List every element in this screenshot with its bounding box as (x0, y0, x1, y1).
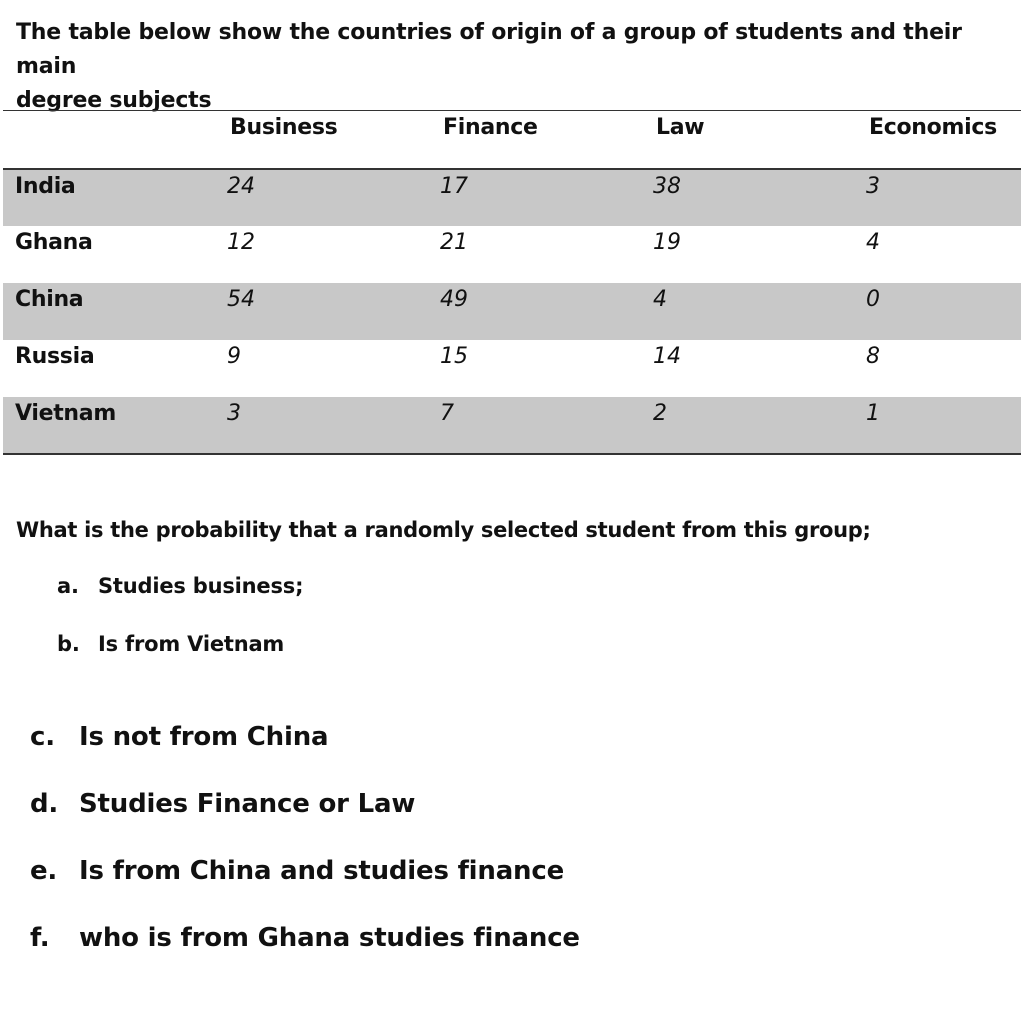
item-text: Studies Finance or Law (79, 789, 416, 819)
question-text: What is the probability that a randomly selected student from this group; (16, 518, 871, 542)
list-item (30, 784, 580, 851)
header-business: Business (230, 115, 338, 140)
row-label: India (15, 173, 76, 199)
table-cell: 38 (653, 173, 681, 199)
table-cell: 49 (440, 286, 468, 312)
list-item (30, 918, 580, 985)
table-header-row (3, 111, 1021, 169)
table-cell: 9 (227, 343, 241, 369)
table-row-ghana (3, 226, 1021, 283)
table-cell: 14 (653, 343, 681, 369)
question-parts-large (30, 717, 580, 985)
list-item (30, 717, 580, 784)
table-cell: 24 (227, 173, 255, 199)
row-label: Russia (15, 343, 95, 369)
table-cell: 2 (653, 400, 667, 426)
item-letter: e. (30, 856, 58, 886)
item-text: who is from Ghana studies finance (79, 923, 580, 953)
table-row-china (3, 283, 1021, 340)
intro-line-2: degree subjects (16, 88, 212, 113)
header-finance: Finance (443, 115, 538, 140)
list-item (30, 851, 580, 918)
row-label: Vietnam (15, 400, 116, 426)
question-parts-small (57, 569, 303, 685)
item-text: Is not from China (79, 722, 329, 752)
item-text: Is from China and studies finance (79, 856, 565, 886)
header-economics: Economics (869, 115, 997, 140)
table-cell: 3 (866, 173, 880, 199)
list-item (57, 627, 303, 685)
table-cell: 15 (440, 343, 468, 369)
table-row-india (3, 169, 1021, 226)
item-letter: d. (30, 789, 59, 819)
table-cell: 3 (227, 400, 241, 426)
list-item (57, 569, 303, 627)
item-text: Studies business; (98, 574, 304, 598)
item-text: Is from Vietnam (98, 632, 285, 656)
table-cell: 1 (866, 400, 880, 426)
table-cell: 21 (440, 229, 468, 255)
table-cell: 7 (440, 400, 454, 426)
table-cell: 4 (866, 229, 880, 255)
item-letter: a. (57, 574, 79, 598)
intro-line-1: The table below show the countries of origin of a group of students and their main (16, 20, 962, 79)
row-label: Ghana (15, 229, 93, 255)
item-letter: f. (30, 923, 50, 953)
table-cell: 8 (866, 343, 880, 369)
header-law: Law (656, 115, 705, 140)
row-label: China (15, 286, 84, 312)
item-letter: b. (57, 632, 80, 656)
table-cell: 54 (227, 286, 255, 312)
table-cell: 4 (653, 286, 667, 312)
table-cell: 12 (227, 229, 255, 255)
table-cell: 17 (440, 173, 468, 199)
item-letter: c. (30, 722, 55, 752)
students-table (3, 110, 1021, 455)
table-row-russia (3, 340, 1021, 397)
table-row-vietnam (3, 397, 1021, 454)
intro-text (16, 16, 1016, 118)
header-corner (3, 111, 215, 169)
table-cell: 19 (653, 229, 681, 255)
table-cell: 0 (866, 286, 880, 312)
